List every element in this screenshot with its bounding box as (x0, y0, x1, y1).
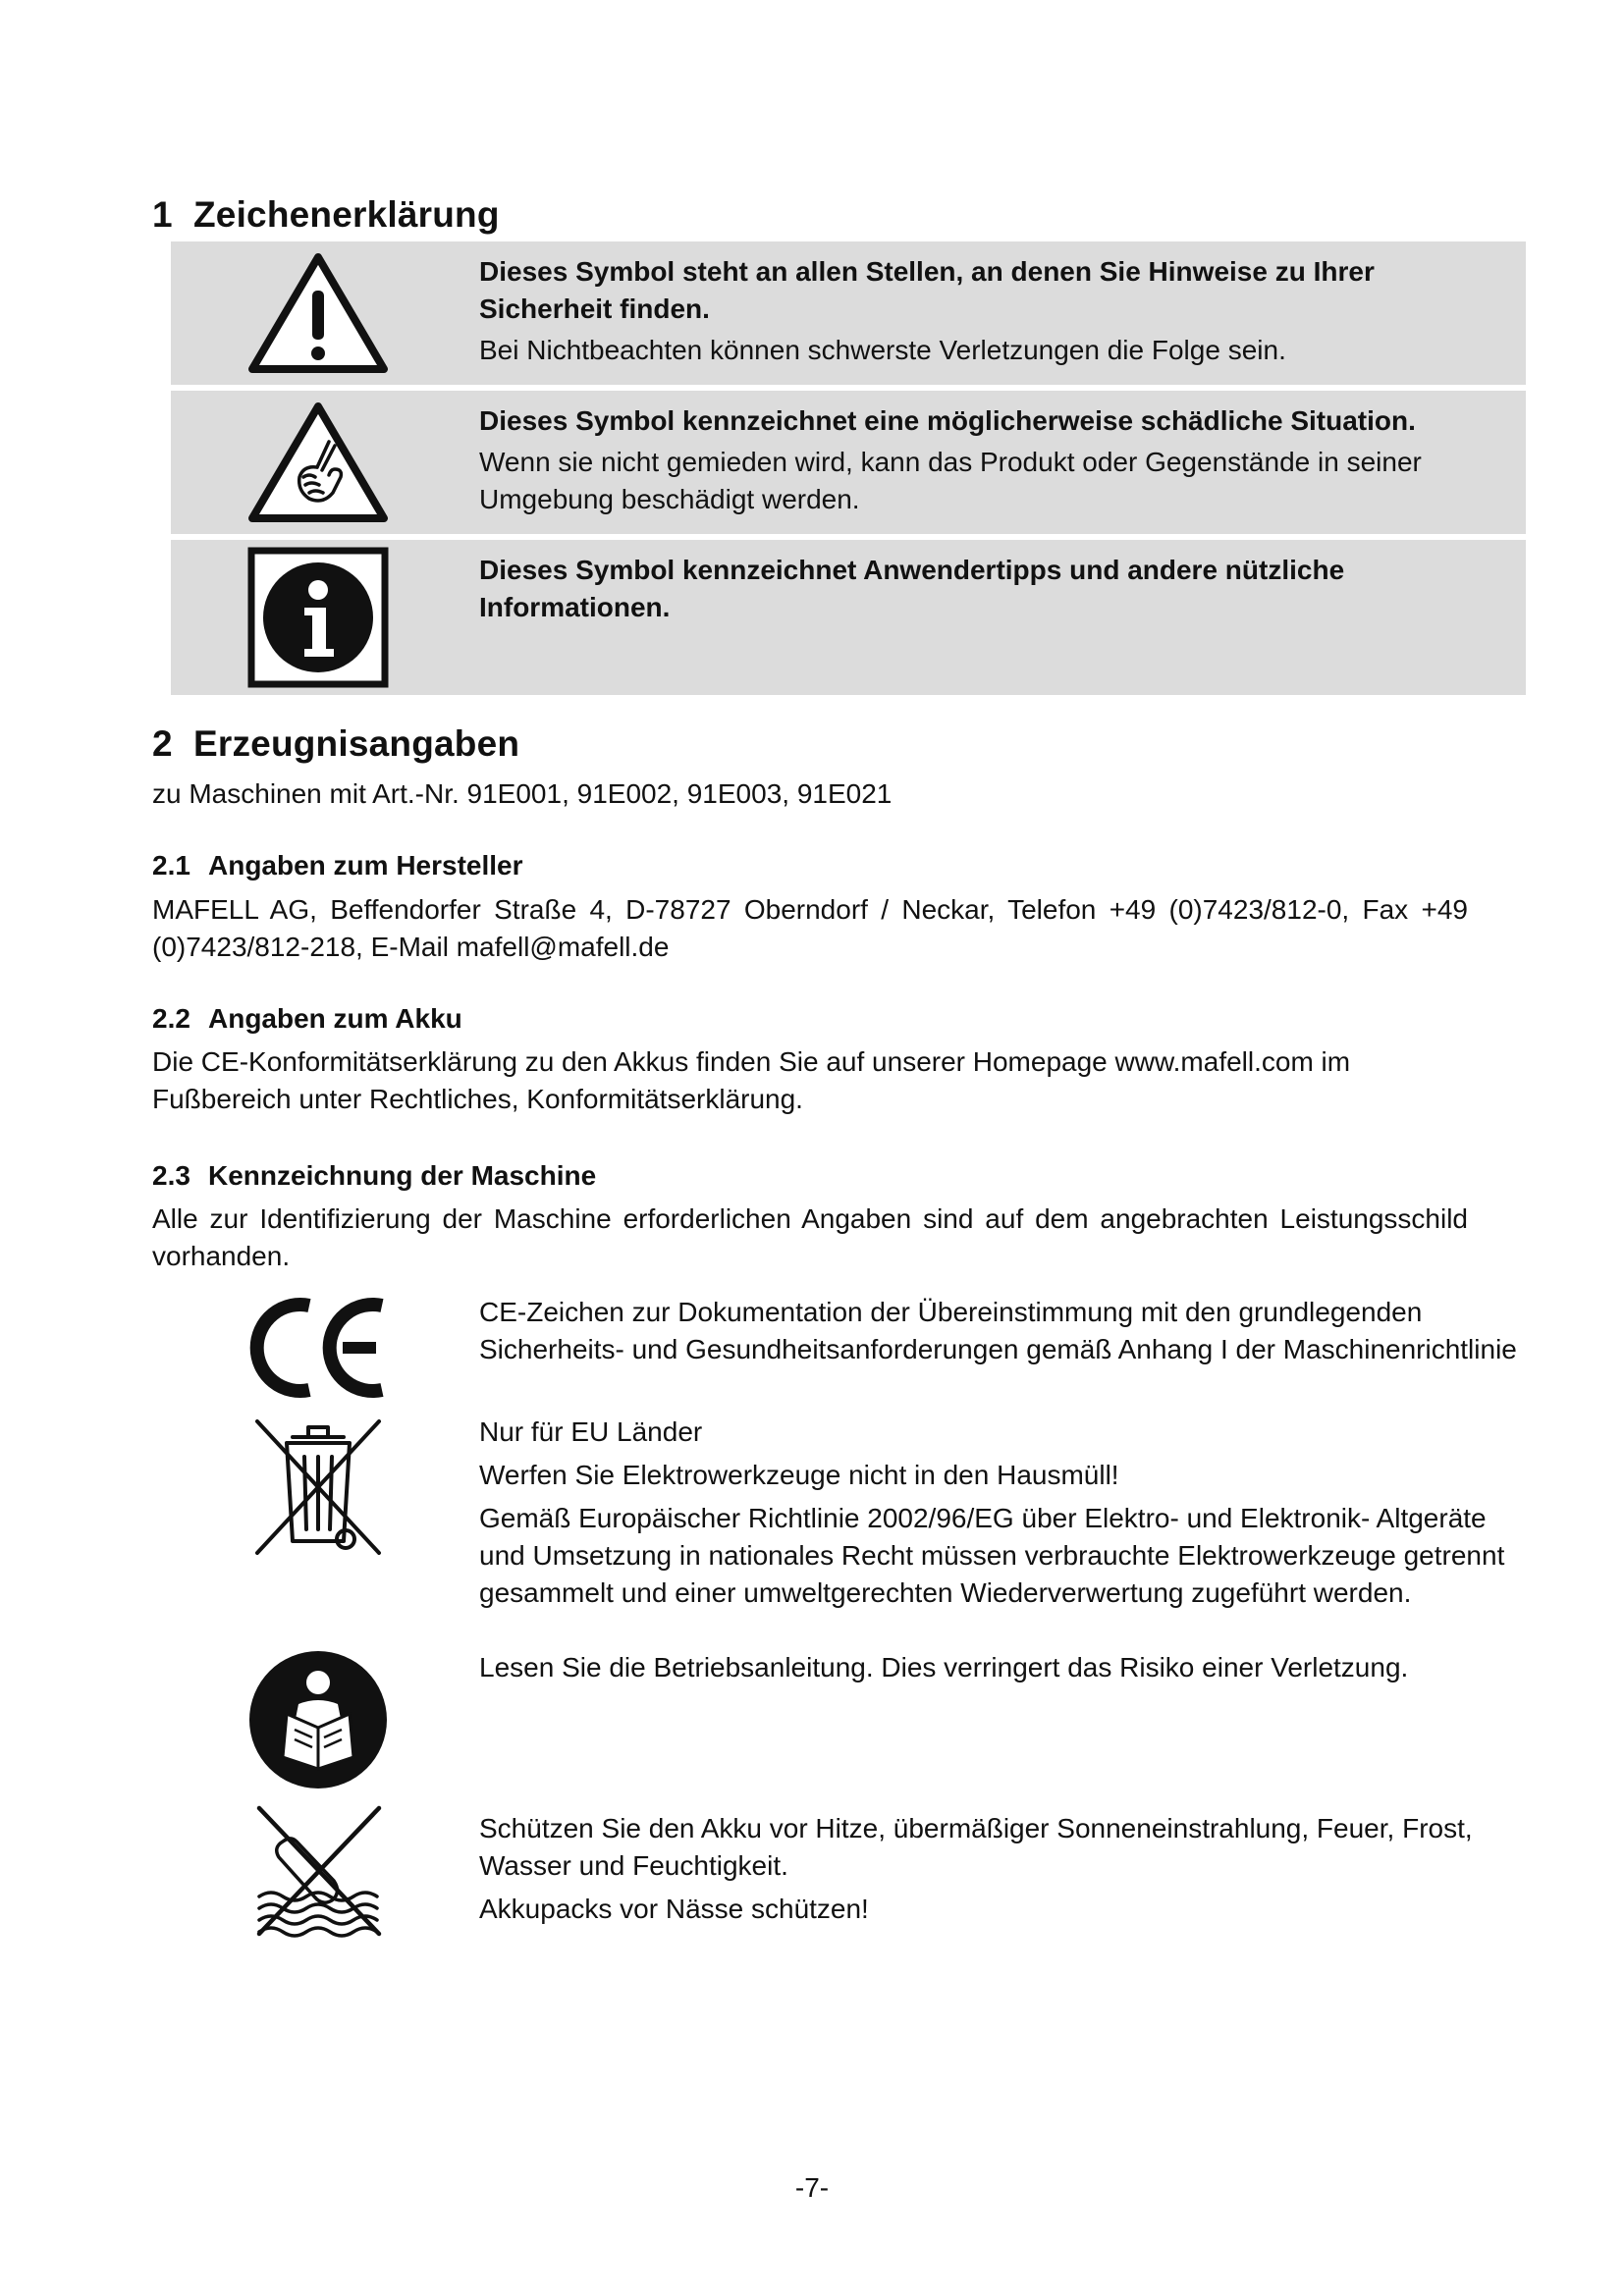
subsection-2-3-heading: 2.3 Kennzeichnung der Maschine (152, 1160, 597, 1191)
battery-water-crossed-icon (240, 1802, 397, 1940)
mark-text-read-manual: Lesen Sie die Betriebsanleitung. Dies verringert das Risiko einer Verletzung. (479, 1652, 1409, 1682)
page-number: -7- (794, 2172, 830, 2203)
legend-row-caution (171, 391, 1526, 534)
read-manual-icon (240, 1649, 397, 1790)
subsection-2-2-heading: 2.2 Angaben zum Akku (152, 1003, 462, 1034)
legend-text-caution: Dieses Symbol kennzeichnet eine möglicherweise schädliche Situation. Wenn sie nicht gemieden wird, kann das Produkt oder Gegenstände in seiner Umgebung beschädigt werden. (479, 405, 1422, 514)
warning-triangle-icon (171, 241, 465, 385)
battery-info: Die CE-Konformitätserklärung zu den Akkus finden Sie auf unserer Homepage www.mafell.com im Fußbereich unter Rechtliches, Konformitätserklärung. (152, 1046, 1351, 1114)
legend-row-warning (171, 241, 1526, 385)
mark-text-battery: Schützen Sie den Akku vor Hitze, übermäßiger Sonneneinstrahlung, Feuer, Frost, Wasser und Feuchtigkeit. Akkupacks vor Nässe schützen! (479, 1813, 1473, 1924)
section-1-heading: 1 Zeichenerklärung (152, 194, 500, 235)
info-icon (171, 540, 465, 695)
mark-text-weee: Nur für EU Länder Werfen Sie Elektrowerkzeuge nicht in den Hausmüll! Gemäß Europäischer Richtlinie 2002/96/EG über Elektro- und Elektronik- Altgeräte und Umsetzung in nationales Recht müssen verbrauchte Elektrowerkzeuge getrennt gesammelt und einer umweltgerechten Wiederverwertung zugeführt werden. (479, 1416, 1505, 1608)
section-2-heading: 2 Erzeugnisangaben (152, 723, 520, 764)
subsection-2-1-heading: 2.1 Angaben zum Hersteller (152, 850, 523, 881)
mark-text-ce: CE-Zeichen zur Dokumentation der Übereinstimmung mit den grundlegenden Sicherheits- und Gesundheitsanforderungen gemäß Anhang I der Maschinenrichtlinie (479, 1297, 1517, 1364)
crossed-bin-icon (240, 1414, 397, 1561)
legend-row-info (171, 540, 1526, 695)
legend-text-info: Dieses Symbol kennzeichnet Anwendertipps und andere nützliche Informationen. (479, 555, 1345, 622)
manufacturer-info: MAFELL AG, Beffendorfer Straße 4, D-78727 Oberndorf / Neckar, Telefon +49 (0)7423/812-0, Fax +49 (0)7423/812-218, E-Mail mafell@mafell.de (152, 894, 1468, 962)
section-2-intro: zu Maschinen mit Art.-Nr. 91E001, 91E002, 91E003, 91E021 (152, 778, 893, 809)
caution-hand-triangle-icon (171, 391, 465, 534)
ce-mark-icon (240, 1294, 397, 1402)
machine-marking-info: Alle zur Identifizierung der Maschine erforderlichen Angaben sind auf dem angebrachten Leistungsschild vorhanden. (152, 1203, 1468, 1271)
legend-text-warning: Dieses Symbol steht an allen Stellen, an denen Sie Hinweise zu Ihrer Sicherheit finden. Bei Nichtbeachten können schwerste Verletzungen die Folge sein. (479, 256, 1375, 365)
